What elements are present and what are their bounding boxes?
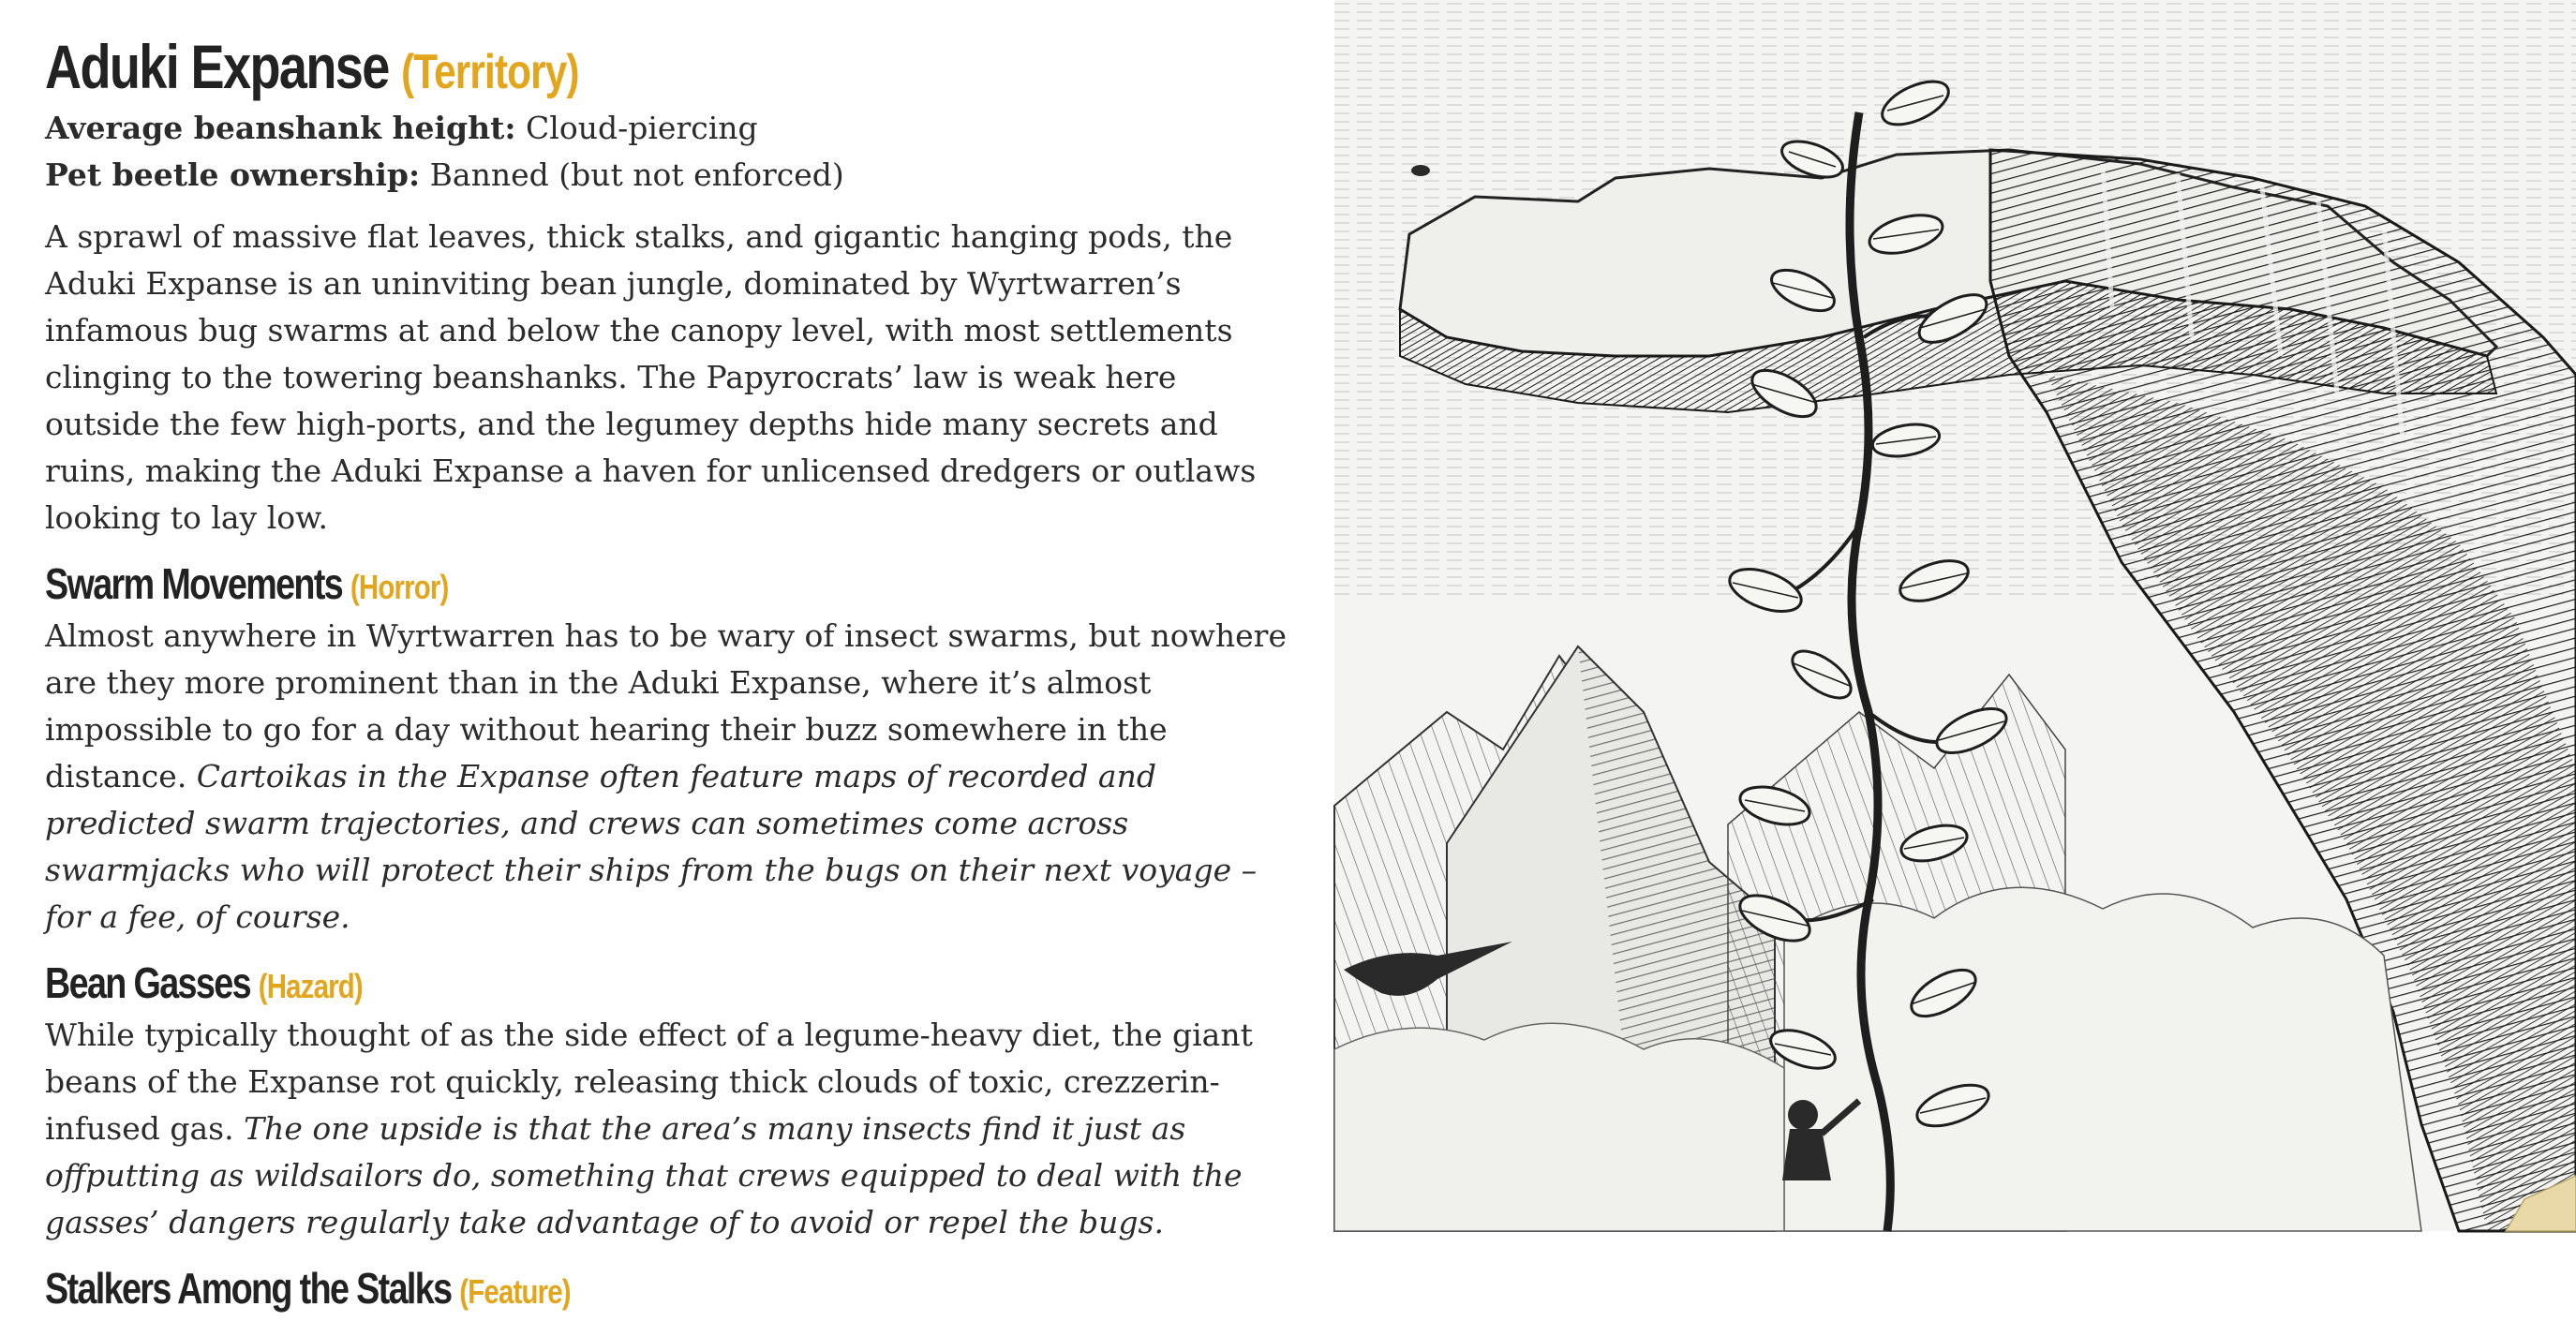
- section-body: [45, 1012, 1301, 1246]
- stat-label: Pet beetle ownership:: [45, 156, 421, 193]
- illustration-icon: [1334, 0, 2576, 1231]
- stat-value: Banned (but not enforced): [429, 156, 844, 193]
- section-name: Stalkers Among the Stalks: [45, 1264, 452, 1313]
- territory-tag: (Territory): [401, 44, 579, 98]
- section-italic: The one upside is that the area’s many insects find it just as offputting as wildsailors do, something that crews equipped to deal with the gasses’ dangers regularly take advantage of to avoid or repel the bugs.: [45, 1110, 1243, 1240]
- section-tag: (Horror): [350, 569, 449, 606]
- territory-title: [45, 28, 1075, 105]
- section-tag: (Feature): [459, 1273, 571, 1311]
- stat-label: Average beanshank height:: [45, 110, 516, 146]
- stat-row: [45, 152, 1301, 199]
- section-body: [45, 613, 1301, 941]
- territory-description: A sprawl of massive flat leaves, thick stalks, and gigantic hanging pods, the Aduki Expanse is an uninviting bean jungle, dominated by Wyrtwarren’s infamous bug swarms at and below the canopy level, with most settlements clinging to the towering beanshanks. The Papyrocrats’ law is weak here outside the few high-ports, and the legumey depths hide many secrets and ruins, making the Aduki Expanse a haven for unlicensed dredgers or outlaws looking to lay low.: [45, 218, 1257, 536]
- section-text: While typically thought of as the side effect of a legume-heavy diet, the giant beans of the Expanse rot quickly, releasing thick clouds of toxic, crezzerin-infused gas.: [45, 1017, 1253, 1147]
- territory-name: Aduki Expanse: [45, 32, 389, 101]
- engraving-illustration: [1334, 0, 2576, 1231]
- article: [45, 28, 1301, 1317]
- stat-value: Cloud-piercing: [526, 110, 758, 146]
- section-name: Swarm Movements: [45, 559, 343, 608]
- section-title: [45, 954, 1075, 1012]
- section-text: Almost anywhere in Wyrtwarren has to be wary of insect swarms, but nowhere are they more prominent than in the Aduki Expanse, where it’s almost impossible to go for a day without hearing their buzz somewhere in the distance.: [45, 617, 1287, 794]
- section-name: Bean Gasses: [45, 958, 250, 1007]
- section-title: [45, 555, 1075, 613]
- section-tag: (Hazard): [258, 968, 363, 1005]
- section-title: [45, 1259, 1075, 1317]
- stat-row: [45, 105, 1301, 152]
- section-italic: Cartoikas in the Expanse often feature maps of recorded and predicted swarm trajectories, and crews can sometimes come across swarmjacks who will protect their ships from the bugs on their next voyage – for a fee, of course.: [45, 758, 1258, 935]
